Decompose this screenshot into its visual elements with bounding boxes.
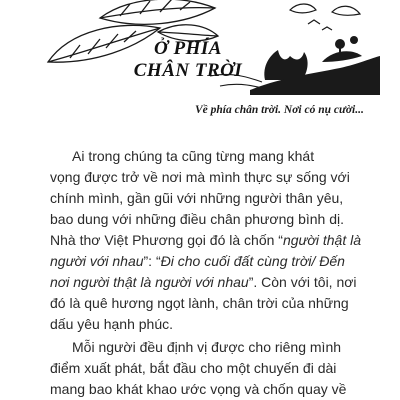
paragraph-line: dấu yêu hạnh phúc. [50, 316, 173, 332]
paragraph-1 [50, 146, 370, 335]
chapter-title [133, 38, 243, 82]
paragraph-line: Mỗi người đều định vị được cho riêng mình [72, 339, 342, 355]
paragraph-line: điểm xuất phát, bắt đầu cho một chuyến đi dài [50, 360, 337, 376]
quote-run: Đi cho cuối đất cùng trời/ Đến [160, 253, 345, 269]
paragraph-line: chính mình, gần gũi với những người thân yêu, [50, 190, 344, 206]
paragraph-line: đó là quê hương ngọt lành, chân trời của những [50, 295, 349, 311]
text-run: ”. Còn với tôi, nơi [248, 274, 357, 290]
paragraph-line [50, 251, 370, 272]
quote-run: người với nhau [50, 253, 144, 269]
text-run: Nhà thơ Việt Phương gọi đó là chốn “ [50, 232, 283, 248]
chapter-tagline: Về phía chân trời. Nơi có nụ cười... [195, 104, 364, 116]
quote-run: người thật là [282, 232, 361, 248]
quote-run: nơi người thật là người với nhau [50, 274, 249, 290]
paragraph-line: Ai trong chúng ta cũng từng mang khát [72, 148, 315, 164]
paragraph-line: bao dung với những điều chân phương bình dị. [50, 211, 344, 227]
paragraph-2 [50, 337, 370, 400]
paragraph-line: mang bao khát khao ước vọng và chốn quay về [50, 381, 347, 397]
paragraph-line: vọng được trở về nơi mà mình thực sự sống với [50, 169, 350, 185]
text-run: ”: “ [143, 253, 161, 269]
chapter-title-line2: CHÂN TRỜI [133, 60, 243, 81]
paragraph-line [50, 272, 370, 293]
chapter-title-line1: Ở PHÍA [154, 38, 222, 59]
paragraph-line [50, 230, 370, 251]
